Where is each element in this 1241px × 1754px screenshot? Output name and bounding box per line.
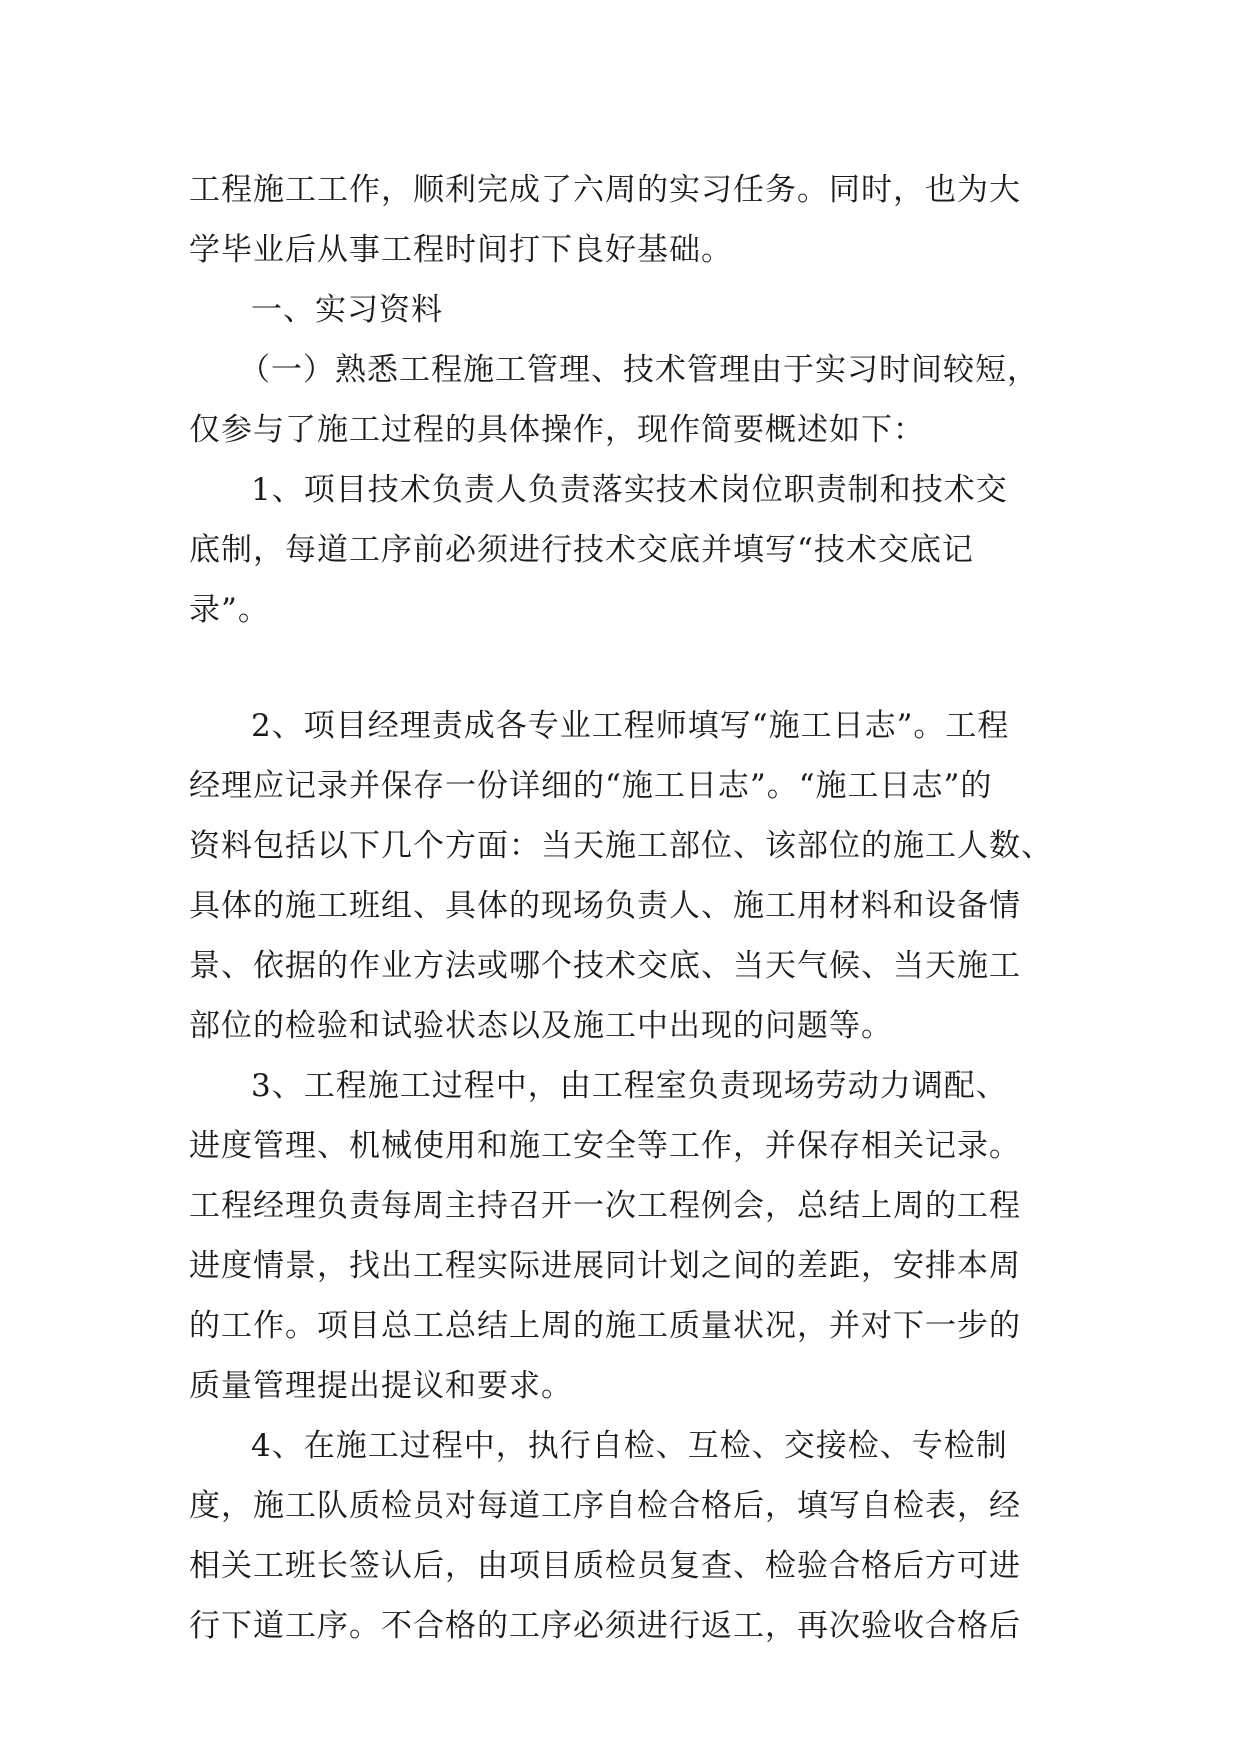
text-line: 录”。 [189, 592, 270, 628]
text-line: 景、依据的作业方法或哪个技术交底、当天气候、当天施工 [189, 948, 1021, 984]
text-line: 度，施工队质检员对每道工序自检合格后，填写自检表，经 [189, 1488, 1021, 1524]
paragraph-start: 3、工程施工过程中，由工程室负责现场劳动力调配、 [251, 1068, 1008, 1104]
text-line: 工程施工工作，顺利完成了六周的实习任务。同时，也为大 [189, 172, 1021, 208]
text-line: 资料包括以下几个方面：当天施工部位、该部位的施工人数、 [189, 828, 1053, 864]
text-line: 质量管理提出提议和要求。 [189, 1368, 573, 1404]
subsection-heading: （一）熟悉工程施工管理、技术管理由于实习时间较短， [239, 352, 1039, 388]
text-line: 经理应记录并保存一份详细的“施工日志”。“施工日志”的 [189, 768, 993, 804]
text-line: 进度管理、机械使用和施工安全等工作，并保存相关记录。 [189, 1128, 1021, 1164]
paragraph-start: 2、项目经理责成各专业工程师填写“施工日志”。工程 [251, 708, 1010, 744]
paragraph-start: 1、项目技术负责人负责落实技术岗位职责制和技术交 [251, 472, 1008, 508]
text-line: 部位的检验和试验状态以及施工中出现的问题等。 [189, 1008, 893, 1044]
paragraph-gap [189, 640, 1069, 696]
text-line: 进度情景，找出工程实际进展同计划之间的差距，安排本周 [189, 1248, 1021, 1284]
document-body [189, 160, 1069, 1656]
paragraph-start: 4、在施工过程中，执行自检、互检、交接检、专检制 [251, 1428, 1008, 1464]
text-line: 工程经理负责每周主持召开一次工程例会，总结上周的工程 [189, 1188, 1021, 1224]
text-line: 相关工班长签认后，由项目质检员复查、检验合格后方可进 [189, 1548, 1021, 1584]
text-line: 底制，每道工序前必须进行技术交底并填写“技术交底记 [189, 532, 974, 568]
text-line: 具体的施工班组、具体的现场负责人、施工用材料和设备情 [189, 888, 1021, 924]
text-line: 学毕业后从事工程时间打下良好基础。 [189, 232, 733, 268]
text-line: 的工作。项目总工总结上周的施工质量状况，并对下一步的 [189, 1308, 1021, 1344]
section-heading: 一、实习资料 [251, 292, 443, 328]
text-line: 行下道工序。不合格的工序必须进行返工，再次验收合格后 [189, 1608, 1021, 1644]
text-line: 仅参与了施工过程的具体操作，现作简要概述如下： [189, 412, 925, 448]
